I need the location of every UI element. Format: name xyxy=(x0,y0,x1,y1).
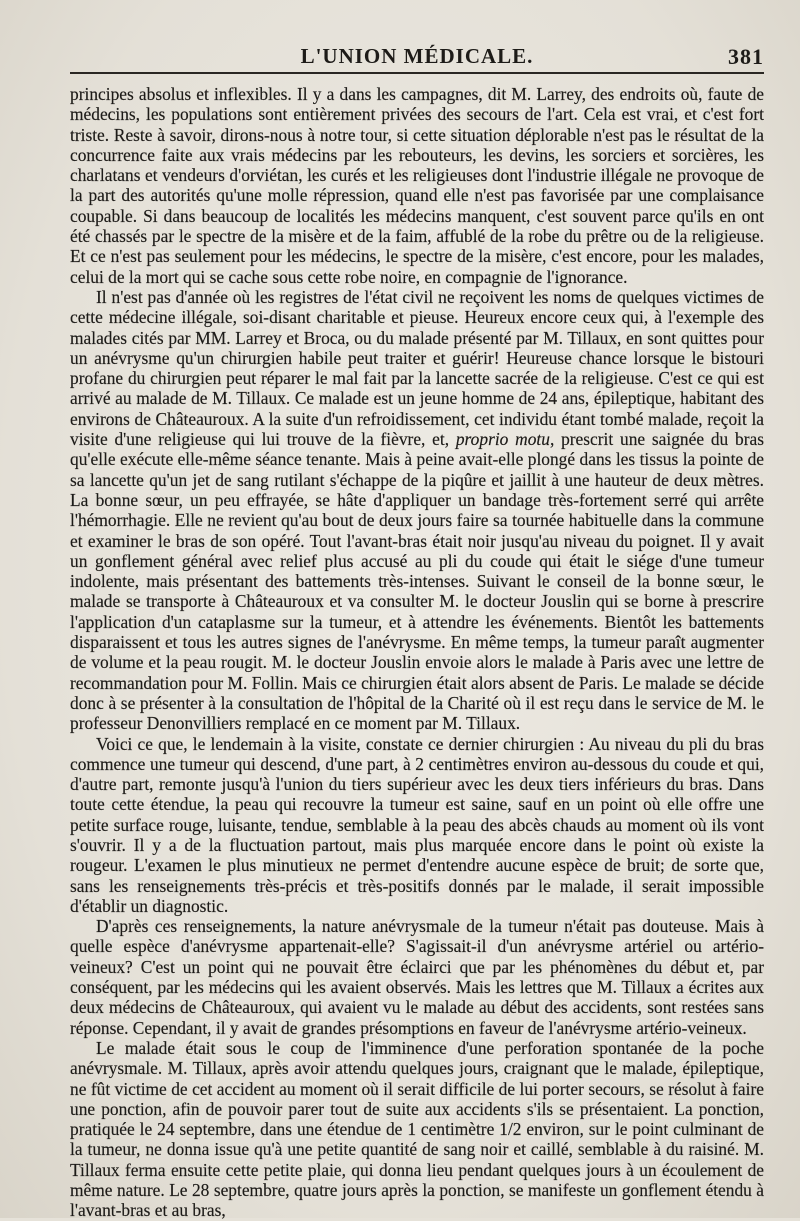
paragraph: Le malade était sous le coup de l'imminence d'une perforation spontanée de la poche anévrysmale. M. Tillaux, après avoir attendu quelques jours, craignant que le malade, épileptique, ne fût victime de cet accident au moment où il serait difficile de lui porter secours, se résolut à faire une ponction, afin de pouvoir parer tout de suite aux accidents s'ils se présentaient. La ponction, pratiquée le 24 septembre, dans une étendue de 1 centimètre 1/2 environ, sur le point culminant de la tumeur, ne donna issue qu'à une petite quantité de sang noir et caillé, semblable à du raisiné. M. Tillaux ferma ensuite cette petite plaie, qui donna lieu pendant quelques jours à un écoulement de même nature. Le 28 septembre, quatre jours après la ponction, se manifeste un gonflement étendu à l'avant-bras et au bras, xyxy=(70,1037,764,1221)
paragraph-text: Il n'est pas d'année où les registres de l'état civil ne reçoivent les noms de quelques victimes de cette médecine illégale, soi-disant charitable et pieuse. Heureux encore ceux qui, à l'exemple des malades cités par MM. Larrey et Broca, ou du malade présenté par M. Tillaux, en sont quittes pour un anévrysme qu'un chirurgien habile peut traiter et guérir! Heureuse chance lorsque le bistouri profane du chirurgien peut réparer le mal fait par la lancette sacrée de la religieuse. C'est ce qui est arrivé au malade de M. Tillaux. Ce malade est un jeune homme de 24 ans, épileptique, habitant des environs de Châteauroux. A la suite d'un refroidissement, cet individu étant tombé malade, reçoit la visite d'une religieuse qui lui trouve de la fièvre, et, xyxy=(70,286,764,450)
paragraph xyxy=(70,287,764,734)
paragraph: Voici ce que, le lendemain à la visite, constate ce dernier chirurgien : Au niveau du pli du bras commence une tumeur qui descend, d'une part, à 2 centimètres environ au-dessous du coude et qui, d'autre part, remonte jusqu'à l'union du tiers supérieur avec les deux tiers inférieurs du bras. Dans toute cette étendue, la peau qui recouvre la tumeur est saine, sauf en un point où elle offre une petite surface rouge, luisante, tendue, semblable à la peau des abcès chauds au moment où ils vont s'ouvrir. Il y a de la fluctuation partout, mais plus marquée encore dans le point où existe la rougeur. L'examen le plus minutieux ne permet d'entendre aucune espèce de bruit; de sorte que, sans les renseignements très-précis et très-positifs donnés par le malade, il serait impossible d'établir un diagnostic. xyxy=(70,733,764,916)
paragraph: principes absolus et inflexibles. Il y a dans les campagnes, dit M. Larrey, des endroits où, faute de médecins, les populations sont entièrement privées des secours de l'art. Cela est vrai, et c'est fort triste. Reste à savoir, dirons-nous à notre tour, si cette situation déplorable n'est pas le résultat de la concurrence faite aux vrais médecins par les rebouteurs, les devins, les sorciers et sorcières, les charlatans et vendeurs d'orviétan, les curés et les religieuses dont l'industrie illégale ne provoque de la part des autorités qu'une molle répression, quand elle n'est pas favorisée par une complaisance coupable. Si dans beaucoup de localités les médecins manquent, c'est souvent parce qu'ils en ont été chassés par le spectre de la misère et de la faim, affublé de la robe du prêtre ou de la religieuse. Et ce n'est pas seulement pour les médecins, le spectre de la misère, c'est encore, pour les malades, celui de la mort qui se cache sous cette robe noire, en compagnie de l'ignorance. xyxy=(70,84,764,287)
paragraph: D'après ces renseignements, la nature anévrysmale de la tumeur n'était pas douteuse. Mais à quelle espèce d'anévrysme appartenait-elle? S'agissait-il d'un anévrysme artériel ou artério-veineux? C'est un point qui ne pouvait être éclairci que par les phénomènes du début et, par conséquent, par les médecins qui les avaient observés. Mais les lettres que M. Tillaux a écrites aux deux médecins de Châteauroux, qui avaient vu le malade au début des accidents, sont restées sans réponse. Cependant, il y avait de grandes présomptions en faveur de l'anévrysme artério-veineux. xyxy=(70,916,764,1038)
paragraph-text: , prescrit une saignée du bras qu'elle exécute elle-même séance tenante. Mais à peine avait-elle plongé dans les tissus la pointe de sa lancette qu'un jet de sang rutilant s'échappe de la piqûre et jaillit à une hauteur de deux mètres. La bonne sœur, un peu effrayée, se hâte d'appliquer un bandage très-fortement serré qui arrête l'hémorrhagie. Elle ne revient qu'au bout de deux jours faire sa tournée habituelle dans la commune et examiner le bras de son opéré. Tout l'avant-bras était noir jusqu'au niveau du poignet. Il y avait un gonflement général avec relief plus accusé au pli du coude qui était le siége d'une tumeur indolente, mais présentant des battements très-intenses. Suivant le conseil de la bonne sœur, le malade se transporte à Châteauroux et va consulter M. le docteur Jouslin qui se borne à prescrire l'application d'un cataplasme sur la tumeur, et à attendre les événements. Bientôt les battements disparaissent et tous les autres signes de l'anévrysme. En même temps, la tumeur paraît augmenter de volume et la peau rougit. M. le docteur Jouslin envoie alors le malade à Paris avec une lettre de recommandation pour M. Follin. Mais ce chirurgien était alors absent de Paris. Le malade se décide donc à se présenter à la consultation de l'hôpital de la Charité où il est reçu dans le service de M. le professeur Denonvilliers remplacé en ce moment par M. Tillaux. xyxy=(70,429,764,734)
header-rule xyxy=(70,72,764,74)
latin-phrase: proprio motu xyxy=(455,429,550,450)
page-number: 381 xyxy=(728,44,764,69)
article-body xyxy=(70,84,764,1221)
running-head xyxy=(70,40,764,70)
journal-title: L'UNION MÉDICALE. xyxy=(300,44,534,68)
